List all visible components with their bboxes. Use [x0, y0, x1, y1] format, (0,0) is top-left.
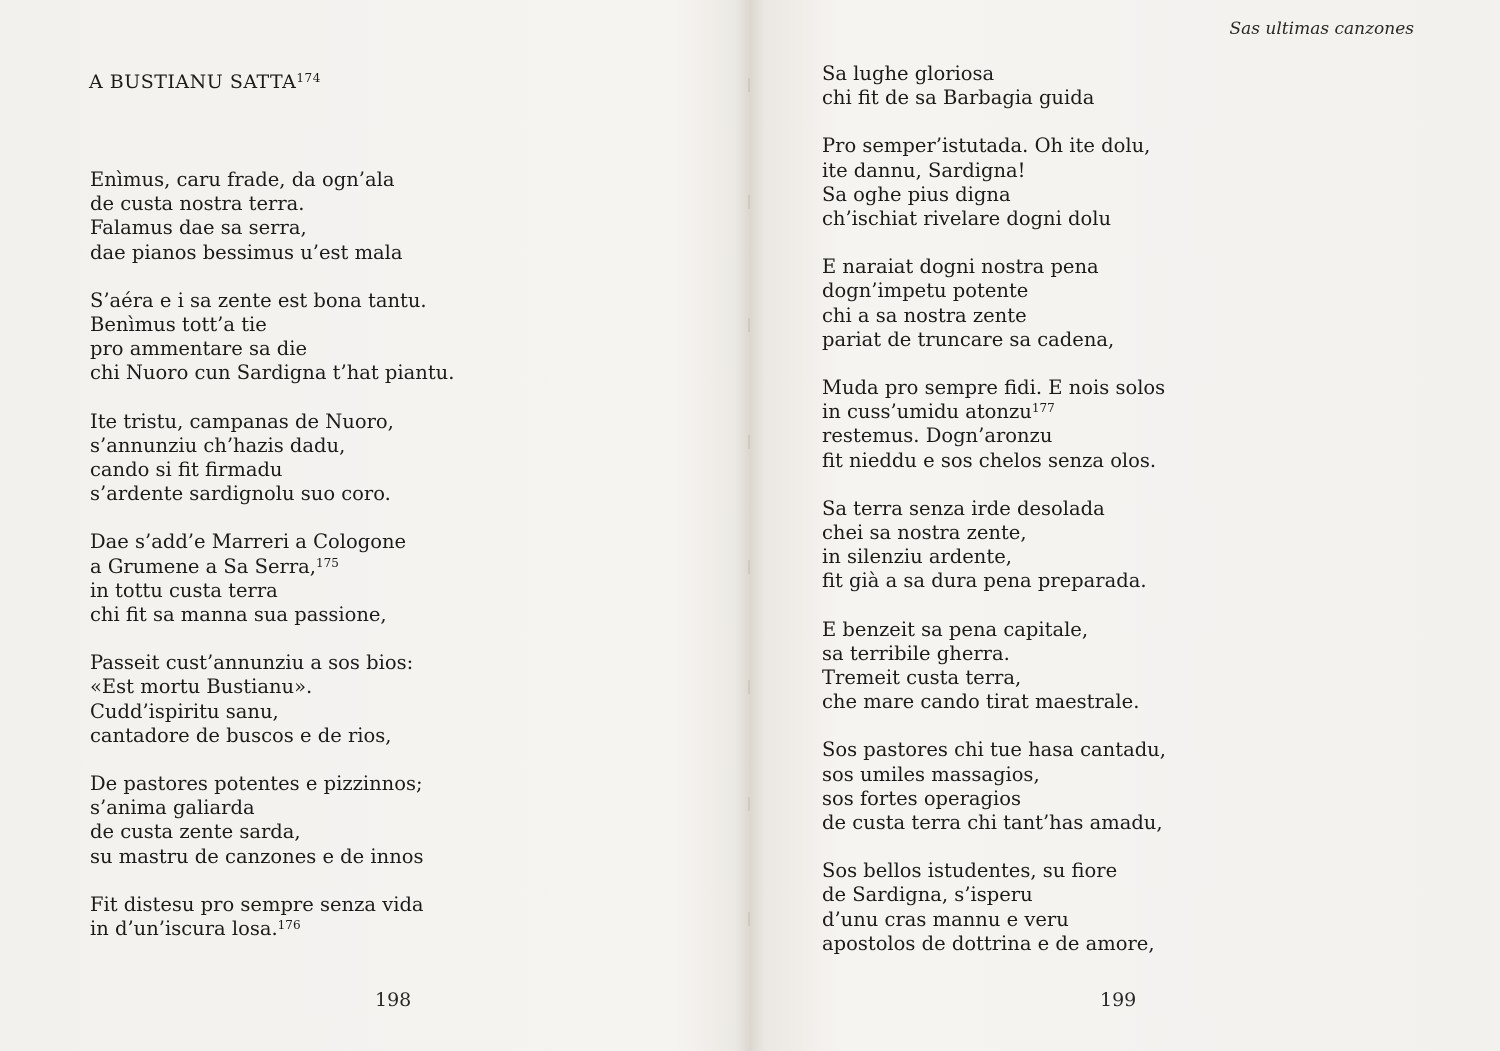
stanza	[90, 893, 454, 941]
footnote-ref: 176	[277, 918, 301, 933]
verse-line	[90, 168, 454, 192]
verse-text: Tremeit custa terra,	[822, 666, 1022, 690]
verse-text: ch’ischiat rivelare dogni dolu	[822, 207, 1112, 231]
verse-text: dogn’impetu potente	[822, 279, 1029, 303]
verse-line	[90, 820, 454, 844]
verse-text: s’ardente sardignolu suo coro.	[90, 482, 391, 506]
verse-text: s’annunziu ch’hazis dadu,	[90, 433, 346, 457]
stanza	[822, 859, 1166, 956]
verse-text: Falamus dae sa serra,	[90, 216, 307, 240]
verse-text: Sa lughe gloriosa	[822, 62, 995, 85]
stanza	[822, 738, 1166, 835]
verse-line	[822, 424, 1166, 448]
stanza	[822, 618, 1166, 715]
verse-line	[90, 675, 454, 699]
verse-text: Sos bellos istudentes, su fiore	[822, 859, 1118, 883]
verse-line	[822, 62, 1166, 86]
verse-text: de custa zente sarda,	[90, 820, 301, 844]
verse-text: su mastru de canzones e de innos	[90, 844, 424, 868]
verse-line	[90, 530, 454, 554]
verse-text: Passeit cust’annunziu a sos bios:	[90, 651, 414, 675]
verse-text: in d’un’iscura losa.	[90, 917, 278, 941]
verse-line	[822, 908, 1166, 932]
stanza	[822, 62, 1166, 110]
gutter-mark	[748, 680, 750, 694]
verse-line	[90, 289, 454, 313]
verse-line	[90, 700, 454, 724]
verse-text: in silenziu ardente,	[822, 545, 1012, 569]
verse-line	[822, 521, 1166, 545]
verse-text: che mare cando tirat maestrale.	[822, 690, 1140, 714]
running-head: Sas ultimas canzones	[1229, 19, 1414, 39]
verse-text: Dae s’add’e Marreri a Cologone	[90, 530, 407, 554]
verse-text: De pastores potentes e pizzinnos;	[90, 772, 423, 796]
page-number-left: 198	[375, 989, 412, 1011]
verse-line	[822, 207, 1166, 231]
verse-line	[822, 134, 1166, 158]
stanza	[90, 530, 454, 627]
verse-text: cando si fit firmadu	[90, 458, 283, 482]
gutter-mark	[748, 435, 750, 449]
verse-line	[822, 400, 1166, 424]
verse-text: fit nieddu e sos chelos senza olos.	[822, 448, 1157, 472]
verse-line	[822, 859, 1166, 883]
gutter-mark	[748, 318, 750, 332]
gutter-mark	[748, 797, 750, 811]
verse-text: Sa oghe pius digna	[822, 182, 1011, 206]
verse-line	[822, 255, 1166, 279]
verse-line	[822, 642, 1166, 666]
verse-line	[90, 893, 454, 917]
gutter-mark	[748, 78, 750, 92]
verse-line	[90, 216, 454, 240]
verse-line	[822, 449, 1166, 473]
verse-text: s’anima galiarda	[90, 796, 255, 820]
stanza	[822, 134, 1166, 231]
verse-text: Muda pro sempre fidi. E nois solos	[822, 376, 1166, 400]
page-number-right: 199	[1100, 989, 1137, 1011]
verse-text: chi a sa nostra zente	[822, 303, 1027, 327]
verse-line	[822, 86, 1166, 110]
verse-text: fit già a sa dura pena preparada.	[822, 569, 1147, 593]
verse-text: pro ammentare sa die	[90, 337, 308, 361]
right-stanzas	[822, 62, 1166, 980]
verse-line	[90, 434, 454, 458]
verse-line	[822, 763, 1166, 787]
verse-text: Cudd’ispiritu sanu,	[90, 699, 279, 723]
verse-line	[822, 666, 1166, 690]
right-page	[750, 0, 1500, 1051]
verse-text: E naraiat dogni nostra pena	[822, 255, 1099, 279]
verse-line	[90, 410, 454, 434]
stanza	[822, 497, 1166, 594]
verse-line	[822, 569, 1166, 593]
stanza	[90, 289, 454, 386]
stanza	[90, 168, 454, 265]
gutter-mark	[748, 560, 750, 574]
verse-line	[90, 192, 454, 216]
verse-line	[90, 313, 454, 337]
verse-line	[822, 618, 1166, 642]
verse-line	[822, 932, 1166, 956]
poem-title-text: A BUSTIANU SATTA	[89, 71, 297, 93]
verse-text: Enìmus, caru frade, da ogn’ala	[90, 168, 395, 191]
verse-text: Fit distesu pro sempre senza vida	[90, 892, 424, 916]
verse-text: cantadore de buscos e de rios,	[90, 723, 392, 747]
verse-line	[822, 304, 1166, 328]
verse-text: Ite tristu, campanas de Nuoro,	[90, 409, 394, 433]
verse-text: chei sa nostra zente,	[822, 521, 1027, 545]
verse-line	[822, 328, 1166, 352]
verse-text: sos fortes operagios	[822, 786, 1021, 810]
verse-line	[90, 458, 454, 482]
verse-line	[822, 159, 1166, 183]
gutter-mark	[748, 912, 750, 926]
verse-text: de custa terra chi tant’has amadu,	[822, 811, 1163, 835]
verse-line	[822, 738, 1166, 762]
verse-line	[90, 772, 454, 796]
verse-line	[822, 883, 1166, 907]
verse-line	[822, 279, 1166, 303]
verse-text: de Sardigna, s’isperu	[822, 883, 1033, 907]
verse-text: dae pianos bessimus u’est mala	[90, 240, 403, 264]
stanza	[90, 651, 454, 748]
verse-text: Benìmus tott’a tie	[90, 313, 267, 337]
verse-line	[90, 917, 454, 941]
verse-line	[90, 845, 454, 869]
stanza	[90, 772, 454, 869]
verse-text: Sos pastores chi tue hasa cantadu,	[822, 738, 1166, 762]
verse-text: in cuss’umidu atonzu	[822, 400, 1032, 424]
verse-line	[90, 724, 454, 748]
verse-text: in tottu custa terra	[90, 578, 278, 602]
verse-line	[822, 787, 1166, 811]
verse-text: pariat de truncare sa cadena,	[822, 327, 1115, 351]
verse-line	[90, 651, 454, 675]
footnote-ref: 174	[296, 71, 321, 85]
verse-line	[90, 361, 454, 385]
stanza	[822, 255, 1166, 352]
verse-line	[822, 545, 1166, 569]
verse-text: Pro semper’istutada. Oh ite dolu,	[822, 134, 1151, 158]
verse-text: restemus. Dogn’aronzu	[822, 424, 1053, 448]
verse-line	[90, 337, 454, 361]
verse-line	[822, 497, 1166, 521]
left-stanzas	[90, 168, 454, 965]
stanza	[90, 410, 454, 507]
verse-line	[822, 376, 1166, 400]
verse-line	[90, 555, 454, 579]
verse-text: d’unu cras mannu e veru	[822, 907, 1069, 931]
verse-text: apostolos de dottrina e de amore,	[822, 931, 1155, 955]
verse-text: de custa nostra terra.	[90, 192, 305, 216]
verse-line	[90, 796, 454, 820]
footnote-ref: 177	[1031, 401, 1055, 416]
verse-text: «Est mortu Bustianu».	[90, 675, 313, 699]
verse-line	[822, 690, 1166, 714]
gutter-mark	[748, 195, 750, 209]
verse-text: a Grumene a Sa Serra,	[90, 554, 316, 578]
footnote-ref: 175	[315, 555, 339, 570]
verse-line	[90, 603, 454, 627]
verse-line	[90, 579, 454, 603]
verse-line	[822, 183, 1166, 207]
verse-text: E benzeit sa pena capitale,	[822, 617, 1089, 641]
stanza	[822, 376, 1166, 473]
verse-text: sos umiles massagios,	[822, 762, 1040, 786]
verse-text: sa terribile gherra.	[822, 641, 1010, 665]
verse-text: chi Nuoro cun Sardigna t’hat piantu.	[90, 361, 455, 385]
verse-text: chi fit de sa Barbagia guida	[822, 86, 1095, 110]
verse-text: S’aéra e i sa zente est bona tantu.	[90, 288, 427, 312]
verse-text: ite dannu, Sardigna!	[822, 158, 1026, 182]
verse-text: Sa terra senza irde desolada	[822, 496, 1105, 520]
verse-text: chi fit sa manna sua passione,	[90, 603, 387, 627]
verse-line	[90, 241, 454, 265]
verse-line	[90, 482, 454, 506]
verse-line	[822, 811, 1166, 835]
poem-title	[89, 71, 321, 93]
